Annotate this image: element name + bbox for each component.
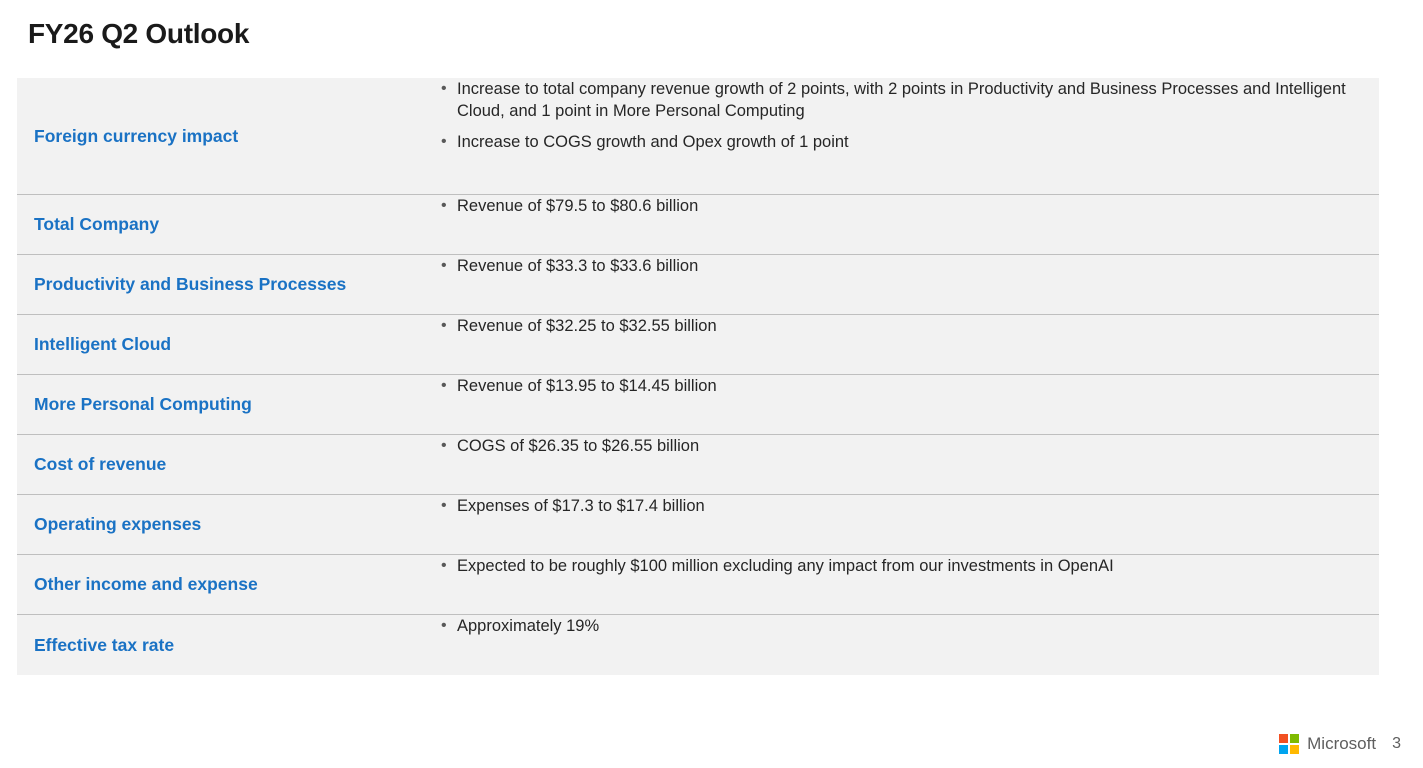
bullet-text: Expenses of $17.3 to $17.4 billion [457,497,705,515]
row-label-foreign-currency-impact: Foreign currency impact [34,125,239,146]
bullet-text: Expected to be roughly $100 million excluding any impact from our investments in OpenAI [457,557,1114,575]
table-row [17,78,1379,195]
bullet-text: COGS of $26.35 to $26.55 billion [457,437,700,455]
table-row [17,615,1379,675]
row-content-operating-expenses [441,495,1379,517]
row-content-intelligent-cloud [441,315,1379,337]
bullet-glyph-icon: • [441,257,447,274]
bullet-text: Revenue of $33.3 to $33.6 billion [457,257,699,275]
slide-footer [1279,734,1401,754]
bullet-glyph-icon: • [441,80,447,97]
row-label-other-income-and-expense: Other income and expense [34,574,258,594]
row-content-foreign-currency-impact [441,78,1379,153]
table-row [17,375,1379,435]
bullet-text: Revenue of $79.5 to $80.6 billion [457,197,699,215]
row-content-effective-tax-rate [441,615,1379,637]
row-content-cost-of-revenue [441,435,1379,457]
row-content-other-income-and-expense [441,555,1379,577]
bullet-item [441,195,1359,217]
bullet-item [441,255,1359,277]
page-title: FY26 Q2 Outlook [28,18,250,49]
row-label-productivity-and-business-processes: Productivity and Business Processes [34,274,347,294]
row-content-more-personal-computing [441,375,1379,397]
outlook-table [17,78,1379,675]
page-number: 3 [1392,735,1401,752]
bullet-glyph-icon: • [441,437,447,454]
bullet-item [441,315,1359,337]
table-row [17,435,1379,495]
bullet-glyph-icon: • [441,377,447,394]
microsoft-logo-icon [1279,734,1299,754]
bullet-text: Revenue of $32.25 to $32.55 billion [457,317,717,335]
row-label-cost-of-revenue: Cost of revenue [34,454,167,474]
table-row [17,555,1379,615]
table-row [17,495,1379,555]
row-label-effective-tax-rate: Effective tax rate [34,634,175,655]
row-label-more-personal-computing: More Personal Computing [34,394,252,414]
row-label-total-company: Total Company [34,214,160,234]
bullet-glyph-icon: • [441,617,447,634]
bullet-item [441,495,1359,517]
bullet-glyph-icon: • [441,197,447,214]
table-row [17,195,1379,255]
bullet-item [441,615,1359,637]
bullet-text: Approximately 19% [457,617,600,635]
table-row [17,315,1379,375]
bullet-glyph-icon: • [441,557,447,574]
table-row [17,255,1379,315]
row-content-total-company [441,195,1379,217]
bullet-glyph-icon: • [441,317,447,334]
bullet-item [441,555,1359,577]
bullet-text: Increase to total company revenue growth of 2 points, with 2 points in Productivity and Business Processes and Intelligent Cloud, and 1 point in More Personal Computing [457,80,1346,121]
bullet-glyph-icon: • [441,497,447,514]
row-label-operating-expenses: Operating expenses [34,514,202,534]
bullet-item [441,435,1359,457]
bullet-glyph-icon: • [441,132,447,150]
row-label-intelligent-cloud: Intelligent Cloud [34,334,172,354]
bullet-item [441,131,1359,153]
bullet-item [441,78,1359,123]
row-content-productivity-and-business-processes [441,255,1379,277]
bullet-item [441,375,1359,397]
bullet-text: Increase to COGS growth and Opex growth of 1 point [457,132,849,151]
bullet-text: Revenue of $13.95 to $14.45 billion [457,377,717,395]
brand-name: Microsoft [1307,734,1377,753]
